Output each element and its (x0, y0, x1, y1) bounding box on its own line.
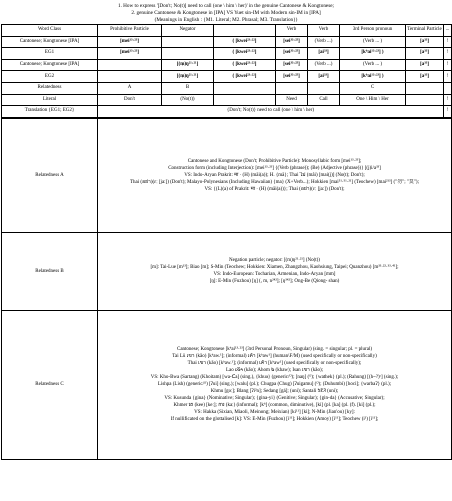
row-label: Relatedness B (2, 232, 98, 310)
cell: ! (444, 106, 452, 118)
cell: ! (444, 59, 452, 71)
text-line: VS: Indo-European: Tocharian, Armenian, Indo-Aryan [mm] (213, 272, 336, 278)
cell (308, 82, 340, 94)
table-row (2, 36, 452, 48)
cell (276, 82, 308, 94)
cell: [sei³³·²⁵] (276, 48, 308, 60)
col-header: 3rd Person pronoun (340, 25, 406, 37)
text-line: Construction form (including Interjection): [mei¹³·²³] {(Verb (phrase)); (Be) (Adjective (phrase))} [(j)i/a³³] (168, 165, 381, 171)
cell: ! (444, 94, 452, 106)
text-line: [ŋ]: E-Min (Fuzhou) [ŋ] (, m, n²⁴²]; [ŋ³⁴²]; Ong-Be (Qiong- shan) (209, 279, 340, 285)
cell: [ai³³] (308, 48, 340, 60)
relatedness-table (1, 118, 452, 460)
cell: A (98, 82, 162, 94)
comparison-table (1, 24, 452, 118)
cell (162, 36, 214, 48)
text-line: VS: {(L)(a) of Prakrit: मा · (H) (māi(a))}; Thai (อย่า)(ɛː [ja:]) (Don't); (204, 186, 345, 192)
text-line: Negation particle; negator: [(m̩)ŋ²¹·²¹] (No(t)) (229, 258, 320, 264)
relatedness-a-text (98, 118, 452, 232)
cell (162, 48, 214, 60)
col-header: Negator (162, 25, 214, 37)
cell: (Verb ...) (308, 59, 340, 71)
text-line: Lishpa (Lish) (generic/ᴼ) [ʔui] (sing.); [walu] (pl.); Chugpa (Chug) [ʔuigamu] (ᴼ); (Duhumbi) [hoci]; {warbaʔ} (pl.); (157, 382, 392, 388)
col-header: Prohibitive Particle (98, 25, 162, 37)
cell: [(m̩)ŋ²¹·²¹] (162, 71, 214, 83)
table-row (2, 82, 452, 94)
document-page (1, 1, 451, 499)
text-line: VS: Kusunda {gina} (Nominative; Singular); {gina-yi} (Genitive; Singular); {gin-da} (Accusative; Singular); (164, 396, 385, 402)
cell: B (162, 82, 214, 94)
cell: (Verb ... ) (340, 36, 406, 48)
row-label: EG2 (2, 71, 98, 83)
cell: Need (276, 94, 308, 106)
cell: (No(t)) (162, 94, 214, 106)
cell (406, 94, 444, 106)
cell (214, 82, 276, 94)
header-line-1: 1. How to express '[Don't; No(t)] need to call (one \ him \ her)' in the genuine Cantonese & Kongtonese; (117, 3, 335, 9)
cell: [kʰai¹³·²³] ) (340, 48, 406, 60)
text-line: VS: Indo-Aryan Prakrit: मा · (H) (māi(a)); H. {mā}; Thai ไม่ (mâi) [mai(j)] (No(t); Don't); (184, 172, 365, 178)
header-line-3: (Meanings in English : {M1. Literal; M2. Phrasal; M3. Translation}) (154, 17, 298, 23)
table-row (2, 48, 452, 60)
row-label: EG1 (2, 48, 98, 60)
cell: Don't (98, 94, 162, 106)
cell (98, 71, 162, 83)
text-line: If nullificated on the glottalised [k]: VS: E-Min (Fuzhou) [i¹¹]; Hokkien (Amoy) [i¹¹]; Teochew (i¹) [i¹¹]; (170, 417, 379, 423)
row-label: Translation {EG1; EG2} (2, 106, 98, 118)
cell: [a³³] (406, 48, 444, 60)
cell: [ai³³] (308, 71, 340, 83)
row-label: Cantonese; Kongtonese [IPA] (2, 36, 98, 48)
text-line: Tai Lü เขา (kǎo) [kʰaw.¹]; (informal) เค้า [kʰaw¹] (human\F/M) (used specifically or non-specifically) (172, 354, 377, 360)
cell: [a³³] (406, 59, 444, 71)
cell: [a³³] (406, 36, 444, 48)
cell: One \ Him \ Her (340, 94, 406, 106)
relatedness-b-row (2, 232, 452, 310)
text-line: VS: Hakka (Sixian, Miaoli, Meinong; Meixian) [ki¹¹] [ki]; N-Min (Jian'ou) [ky]: (194, 410, 355, 416)
cell: ( [kwei²³·²²] (214, 71, 276, 83)
cell: Call (308, 94, 340, 106)
relatedness-c-text (98, 310, 452, 459)
cell: [a³³] (406, 71, 444, 83)
cell: ! (444, 71, 452, 83)
relatedness-b-text (98, 232, 452, 310)
document-header (1, 1, 451, 24)
text-line: Khmer គេ (kee) [keː]; ការ (kaː) (informal); [kʰ] (common, diminutive), [ki] (pl. [ka] (pl. (f). [ki] (pl.); (173, 403, 376, 409)
relatedness-a-row (2, 118, 452, 232)
cell (214, 94, 276, 106)
row-label: Cantonese; Kongtonese [IPA] (2, 59, 98, 71)
text-line: Cantonese; Kongtonese [kʰai¹³·²³] (3rd Personal Pronoun, Singular) (sing. = singular; pl. = plural) (176, 347, 372, 353)
text-line: Thai (อย่า)(ɛː [ja:]) (Don't); Malayo-Polynesians (Including Hawaiian) {ma} (X+Verb...); Hokkien [mai⁵¹·⁵¹·²¹] (Teochew) [mai²¹³] ("勿"; "莫"); (130, 179, 419, 185)
row-label: Relatedness (2, 82, 98, 94)
row-label: Relatedness A (2, 118, 98, 232)
cell: ( [kwei²³·²²] (214, 36, 276, 48)
col-header: ... (444, 25, 452, 37)
cell: ( [kwei²³·²²] (214, 48, 276, 60)
cell: [sei³³·²⁵] (276, 71, 308, 83)
cell (406, 82, 444, 94)
cell: [sei³³·²⁵] (276, 36, 308, 48)
row-label: Relatedness C (2, 310, 98, 459)
text-line: VS: Kho-Bwa (Sartang) (Khoitam) [wa-ᑕa] (sing.), {khuə} (generic/ᴼ); [naŋ] (ᴼ); {wathek} (pl.); (Rahung) [(h~?)ᶜ] (sing.); (150, 375, 399, 381)
cell: ! (444, 36, 452, 48)
cell: C (340, 82, 406, 94)
cell: [kʰai¹³·²³] ) (340, 71, 406, 83)
table-row (2, 94, 452, 106)
translation-text: {Don't; No(t)} need to call (one \ him \ her) (98, 106, 444, 118)
cell: (Verb ... ) (340, 59, 406, 71)
text-line: Lao ເຂົາ (kǎo); Ahom ᑲ (khaw); Isan เขา (kǎo); (225, 368, 324, 374)
cell: [sei³³·²⁵] (276, 59, 308, 71)
header-line-2: 2. genuine Cantonese & Kongtonese in [IPA] VS Yuet sin-IM with Modern sin-IM in [IPA] (131, 10, 321, 16)
col-header: Word Class (2, 25, 98, 37)
cell (444, 82, 452, 94)
col-header: Terminal Particle (406, 25, 444, 37)
cell: [(m̩)ŋ²¹·²¹] (162, 59, 214, 71)
text-line: Thai เขา (kǎo) [kʰaw.¹]; (informal) เค้า [kʰaw¹] (used specifically or non-specifically); (187, 361, 362, 367)
table-row (2, 71, 452, 83)
cell: [mei¹³·²³] (98, 36, 162, 48)
row-label: Literal (2, 94, 98, 106)
col-header: Verb (308, 25, 340, 37)
text-line: [m]: Tai-Lue [m¹³]; Biao [m]; S-Min (Teochew; Hokkien: Xiamen, Zhangzhou, Kaohsiung, Taipei; Quanzhou) [m³³·²²·³³·⁴¹]; (150, 265, 399, 271)
relatedness-c-row (2, 310, 452, 459)
cell: (Verb ...) (308, 36, 340, 48)
text-line: Cantonese and Kongtonese (Don't; Prohibitive Particle): Monosyllabic form [mei¹³·²³]; (187, 158, 362, 164)
cell: ( [kwei²³·²²] (214, 59, 276, 71)
cell: [mei¹³·²³] (98, 48, 162, 60)
table-row (2, 59, 452, 71)
translation-row (2, 106, 452, 118)
cell: ! (444, 48, 452, 60)
col-header: Verb (276, 25, 308, 37)
cell (98, 59, 162, 71)
column-header-row (2, 25, 452, 37)
col-header (214, 25, 276, 37)
text-line: Khmu [gəː]; Blang [ʔi²n]; Sedang [gá]; (uni); Santali ᱩᱱᱤ (uni); (210, 389, 339, 395)
